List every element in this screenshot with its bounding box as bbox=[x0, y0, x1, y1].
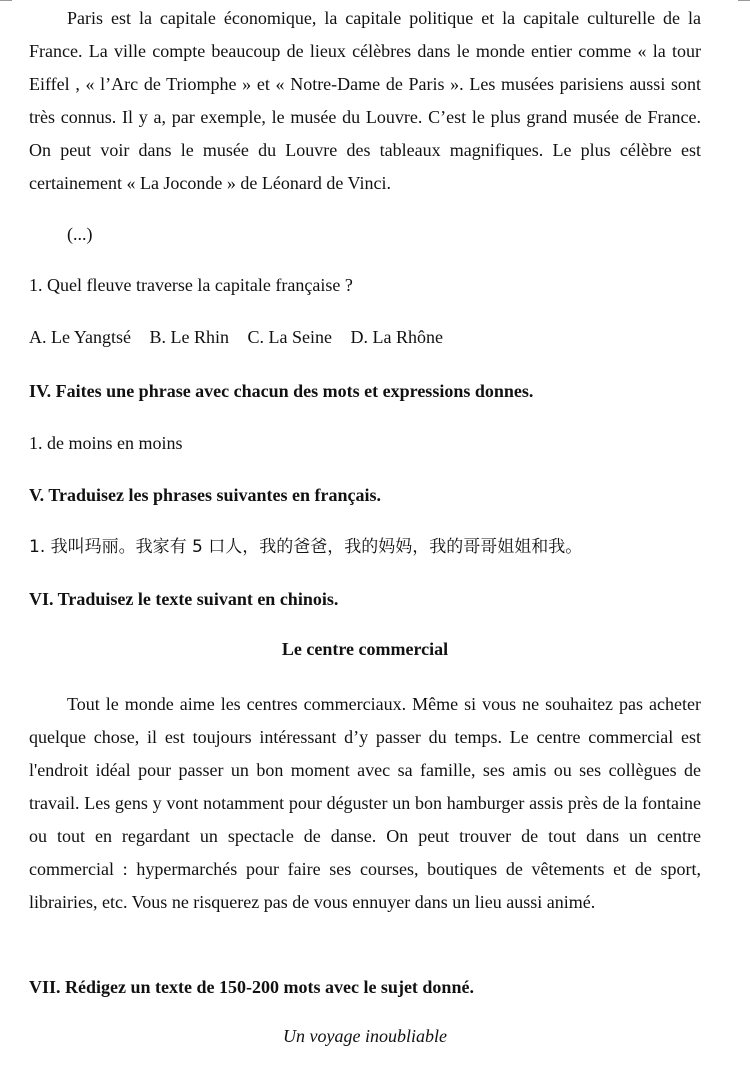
section-v-item-1: 1. 我叫玛丽。我家有 5 口人，我的爸爸，我的妈妈，我的哥哥姐姐和我。 bbox=[29, 537, 583, 557]
essay-subject: Un voyage inoubliable bbox=[283, 1026, 447, 1046]
ellipsis: (...) bbox=[67, 224, 93, 244]
section-iv-item-1: 1. de moins en moins bbox=[29, 433, 183, 453]
question-1: 1. Quel fleuve traverse la capitale française ? bbox=[29, 275, 353, 295]
section-iv-heading: IV. Faites une phrase avec chacun des mots et expressions donnes. bbox=[29, 381, 534, 401]
section-v-heading: V. Traduisez les phrases suivantes en français. bbox=[29, 485, 382, 505]
option-c: C. La Seine bbox=[247, 327, 332, 347]
option-a: A. Le Yangtsé bbox=[29, 327, 131, 347]
section-vii-heading: VII. Rédigez un texte de 150-200 mots avec le sujet donné. bbox=[29, 977, 474, 997]
option-b: B. Le Rhin bbox=[149, 327, 229, 347]
centre-commercial-paragraph: Tout le monde aime les centres commerciaux. Même si vous ne souhaitez pas acheter quelque chose, il est toujours intéressant d’y passer du temps. Le centre commercial est l'endroit idéal pour passer un bon moment avec sa famille, ses amis ou ses collègues de travail. Les gens y vont notamment pour déguster un bon hamburger assis près de la fontaine ou tout en regardant un spectacle de danse. On peut trouver de tout dans un centre commercial : hypermarchés pour faire ses courses, boutiques de vêtements et de sport, librairies, etc. Vous ne risquerez pas de vous ennuyer dans un lieu aussi animé. bbox=[29, 694, 701, 912]
text-title: Le centre commercial bbox=[281, 639, 449, 659]
answer-options bbox=[29, 325, 457, 349]
paris-paragraph: Paris est la capitale économique, la capitale politique et la capitale culturelle de la France. La ville compte beaucoup de lieux célèbres dans le monde entier comme « la tour Eiffel , « l’Arc de Triomphe » et « Notre-Dame de Paris ». Les musées parisiens aussi sont très connus. Il y a, par exemple, le musée du Louvre. C’est le plus grand musée de France. On peut voir dans le musée du Louvre des tableaux magnifiques. Le plus célèbre est certainement « La Joconde » de Léonard de Vinci. bbox=[29, 8, 701, 193]
section-vi-heading: VI. Traduisez le texte suivant en chinois. bbox=[29, 589, 339, 609]
option-d: D. La Rhône bbox=[350, 327, 443, 347]
top-rule-left bbox=[0, 0, 12, 1]
top-rule-right bbox=[738, 0, 750, 1]
